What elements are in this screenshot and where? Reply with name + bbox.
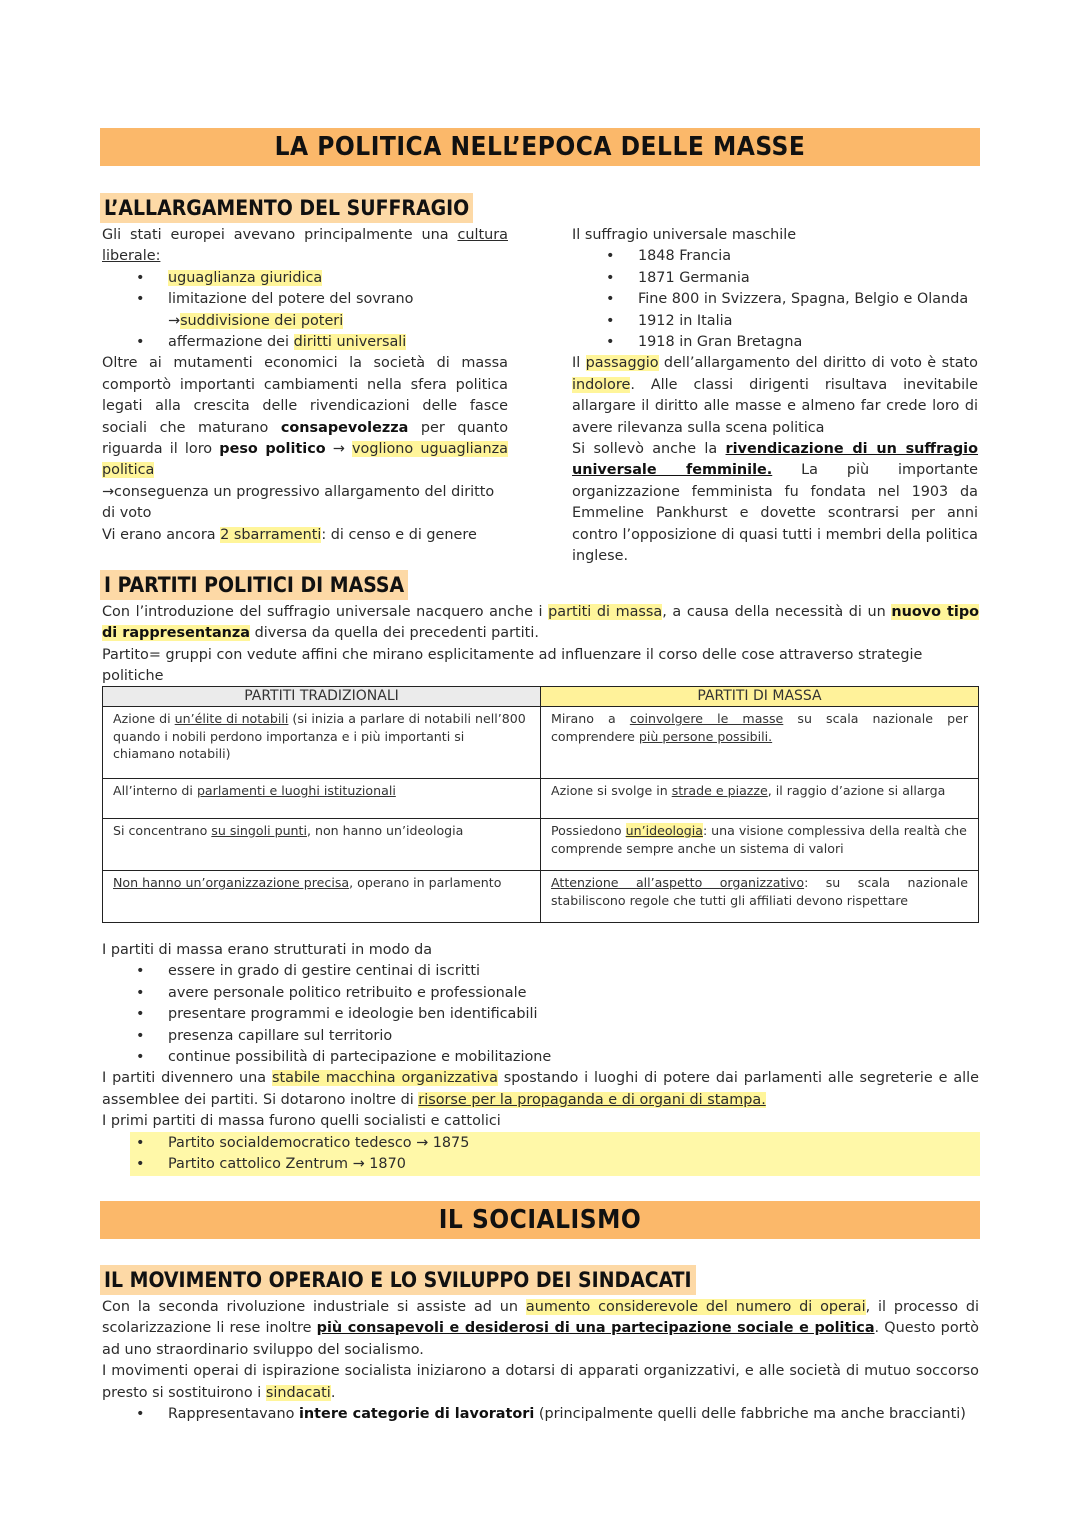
text-underlined: strade e piazze — [671, 783, 768, 798]
text: : su scala nazionale stabiliscono regole che tutti gli affiliati devono rispettare — [551, 875, 968, 908]
section-heading-movimento-operaio: IL MOVIMENTO OPERAIO E LO SVILUPPO DEI SINDACATI — [100, 1265, 696, 1295]
text: All’interno di — [113, 783, 197, 798]
list-item — [102, 289, 508, 332]
highlighted-text: partiti di massa — [548, 604, 663, 620]
partiti-structure — [102, 940, 979, 1175]
text: . Questo portò ad uno straordinario sviluppo del socialismo. — [102, 1320, 979, 1358]
text: , il raggio d’azione si allarga — [767, 783, 946, 798]
list-item — [102, 332, 508, 353]
text-underlined: più persone possibili. — [638, 728, 773, 744]
suffragio-left-column — [102, 225, 508, 546]
highlighted-text: un’ideologia — [625, 823, 703, 838]
highlighted-text: vogliono uguaglianza politica — [102, 441, 508, 479]
text: Vi erano ancora — [102, 526, 221, 543]
bold-text: consapevolezza — [280, 419, 409, 436]
highlighted-text: uguaglianza giuridica — [168, 269, 323, 286]
highlighted-bold-text: nuovo tipo di rappresentanza — [102, 604, 980, 642]
text: , il processo di scolarizzazione li rese inoltre — [102, 1299, 979, 1337]
text: diversa da quella dei precedenti partiti. — [250, 625, 539, 642]
paragraph — [102, 353, 508, 481]
bullet-list — [102, 1404, 979, 1425]
page-title: LA POLITICA NELL’EPOCA DELLE MASSE — [274, 132, 806, 162]
text: . Alle classi dirigenti risultava inevitabile allargare il diritto alle masse e almeno far crede loro di avere rilevanza sulla scena politica — [572, 376, 978, 436]
text: La più importante organizzazione femminista fu fondata nel 1903 da Emmeline Pankhurst e dovette scontrarsi per anni contro l’opposizione di quasi tutti i membri della politica inglese. — [572, 462, 978, 565]
section-heading-suffragio: L’ALLARGAMENTO DEL SUFFRAGIO — [100, 193, 473, 223]
list-item: • Partito socialdemocratico tedesco → 1875 — [102, 1133, 979, 1154]
suffragio-right-column — [572, 225, 978, 568]
highlighted-text: indolore — [572, 376, 631, 393]
highlighted-text: stabile macchina organizzativa — [272, 1070, 498, 1087]
list-item: • Fine 800 in Svizzera, Spagna, Belgio e Olanda — [572, 289, 978, 310]
table-cell — [103, 779, 541, 819]
text: , operano in parlamento — [349, 875, 502, 890]
text: I movimenti operai di ispirazione socialista iniziarono a dotarsi di apparati organizzativi, e alle società di mutuo soccorso presto si sostituirono i — [102, 1363, 979, 1401]
paragraph — [572, 353, 978, 439]
text: Azione si svolge in — [551, 783, 672, 798]
list-item — [102, 1404, 979, 1425]
highlighted-text: 2 sbarramenti — [220, 526, 322, 543]
paragraph — [102, 525, 508, 546]
section-heading-partiti: I PARTITI POLITICI DI MASSA — [100, 570, 408, 600]
list-item: • 1918 in Gran Bretagna — [572, 332, 978, 353]
title-banner — [100, 128, 980, 166]
text: limitazione del potere del sovrano — [168, 291, 414, 308]
movimento-operaio-text — [102, 1297, 979, 1425]
list-item: • 1871 Germania — [572, 268, 978, 289]
table-cell — [103, 707, 541, 779]
table-row — [103, 871, 979, 923]
bold-text: intere categorie di lavoratori — [299, 1406, 535, 1423]
text: affermazione dei — [168, 334, 294, 351]
list-item: • Partito cattolico Zentrum → 1870 — [102, 1154, 979, 1175]
text: Azione di — [113, 711, 175, 726]
paragraph: Il suffragio universale maschile — [572, 227, 797, 243]
highlighted-text: aumento considerevole del numero di operai — [525, 1299, 866, 1315]
column-header: PARTITI TRADIZIONALI — [103, 687, 541, 707]
text-underlined: un’élite di notabili — [174, 711, 289, 726]
arrow: → — [168, 312, 181, 329]
text-underlined: Non hanno un’organizzazione precisa — [113, 875, 350, 890]
bullet-list — [102, 961, 979, 1068]
table-row — [103, 819, 979, 871]
text: . — [330, 1384, 336, 1401]
title-banner-socialismo — [100, 1201, 980, 1239]
text: , non hanno un’ideologia — [306, 823, 464, 838]
paragraph: Partito= gruppi con vedute affini che mirano esplicitamente ad influenzare il corso delle cose attraverso strategie politiche — [102, 646, 923, 685]
highlighted-text: diritti universali — [293, 334, 407, 351]
table-cell — [103, 819, 541, 871]
paragraph — [102, 225, 508, 268]
text: →conseguenza un progressivo allargamento del diritto di voto — [102, 483, 495, 522]
bold-underlined-text: più consapevoli e desiderosi di una partecipazione sociale e politica — [316, 1320, 875, 1337]
table-cell — [541, 819, 979, 871]
text: (si inizia a parlare di notabili nell’800 quando i nobili perdono importanza e i più importanti si chiamano notabili) — [113, 711, 526, 761]
paragraph: I primi partiti di massa furono quelli socialisti e cattolici — [102, 1113, 501, 1130]
dates-list — [572, 246, 978, 353]
text: Si sollevò anche la — [572, 441, 726, 458]
text: Si concentrano — [113, 823, 212, 838]
text: su scala nazionale per comprendere — [551, 711, 968, 744]
table-cell — [541, 871, 979, 923]
text-underlined: coinvolgere le masse — [629, 711, 784, 726]
text: per quanto riguarda il loro — [102, 419, 508, 458]
paragraph — [102, 602, 979, 645]
text: Con l’introduzione del suffragio universale nacquero anche i — [102, 604, 549, 620]
comparison-table — [102, 686, 979, 923]
paragraph — [102, 1297, 979, 1361]
bold-underlined-text: rivendicazione di un suffragio universale femminile. — [572, 441, 979, 479]
list-item: • 1848 Francia — [572, 246, 978, 267]
text: Con la seconda rivoluzione industriale si assiste ad un — [102, 1299, 526, 1315]
parties-list — [102, 1133, 979, 1176]
text: Oltre ai mutamenti economici la società di massa comportò importanti cambiamenti nella sfera politica legati alla crescita delle rivendicazioni delle fasce sociali che maturano — [102, 355, 508, 436]
text-underlined: su singoli punti — [211, 823, 307, 838]
paragraph — [572, 439, 978, 567]
text: : di censo e di genere — [321, 526, 477, 543]
text: , a causa della necessità di un — [662, 604, 892, 620]
partiti-intro — [102, 602, 979, 688]
bullet-list — [102, 268, 508, 354]
table-cell — [541, 707, 979, 779]
list-item — [102, 268, 508, 289]
list-item: • avere personale politico retribuito e professionale — [102, 983, 979, 1004]
highlighted-text: suddivisione dei poteri — [180, 312, 344, 329]
text: Possiedono — [551, 823, 626, 838]
text-underlined: Attenzione all’aspetto organizzativo — [551, 875, 805, 890]
text: Gli stati europei avevano principalmente una — [102, 227, 458, 243]
text: Rappresentavano — [168, 1406, 299, 1423]
highlighted-text: risorse per la propaganda e di organi di stampa. — [418, 1091, 766, 1108]
highlighted-text: passaggio — [585, 355, 659, 372]
bold-text: peso politico — [219, 441, 326, 458]
list-item: • essere in grado di gestire centinai di iscritti — [102, 961, 979, 982]
paragraph: I partiti di massa erano strutturati in modo da — [102, 942, 433, 958]
text: dell’allargamento del diritto di voto è stato — [658, 355, 978, 372]
table-cell — [541, 779, 979, 819]
paragraph — [102, 1361, 979, 1404]
list-item: • presentare programmi e ideologie ben identificabili — [102, 1004, 979, 1025]
list-item: • continue possibilità di partecipazione e mobilitazione — [102, 1047, 979, 1068]
list-item: • presenza capillare sul territorio — [102, 1026, 979, 1047]
column-header: PARTITI DI MASSA — [541, 687, 979, 707]
text: : una visione complessiva della realtà che comprende sempre anche un sistema di valori — [551, 823, 967, 856]
table-header-row — [103, 687, 979, 707]
table-row — [103, 779, 979, 819]
paragraph — [102, 482, 508, 525]
highlighted-text: sindacati — [265, 1384, 331, 1401]
paragraph — [102, 1068, 979, 1111]
text: (principalmente quelli delle fabbriche ma anche braccianti) — [534, 1406, 966, 1423]
table-row — [103, 707, 979, 779]
text: spostando i luoghi di potere dai parlamenti alle segreterie e alle assemblee dei partiti. Si dotarono inoltre di — [102, 1070, 979, 1108]
section-title: IL SOCIALISMO — [438, 1205, 642, 1235]
text-underlined: cultura liberale: — [102, 227, 508, 265]
arrow: → — [325, 441, 353, 458]
text-underlined: parlamenti e luoghi istituzionali — [196, 783, 396, 798]
table-cell — [103, 871, 541, 923]
list-item: • 1912 in Italia — [572, 311, 978, 332]
text: Il — [572, 355, 586, 372]
text: I partiti divennero una — [102, 1070, 273, 1087]
text: Mirano a — [551, 711, 630, 726]
